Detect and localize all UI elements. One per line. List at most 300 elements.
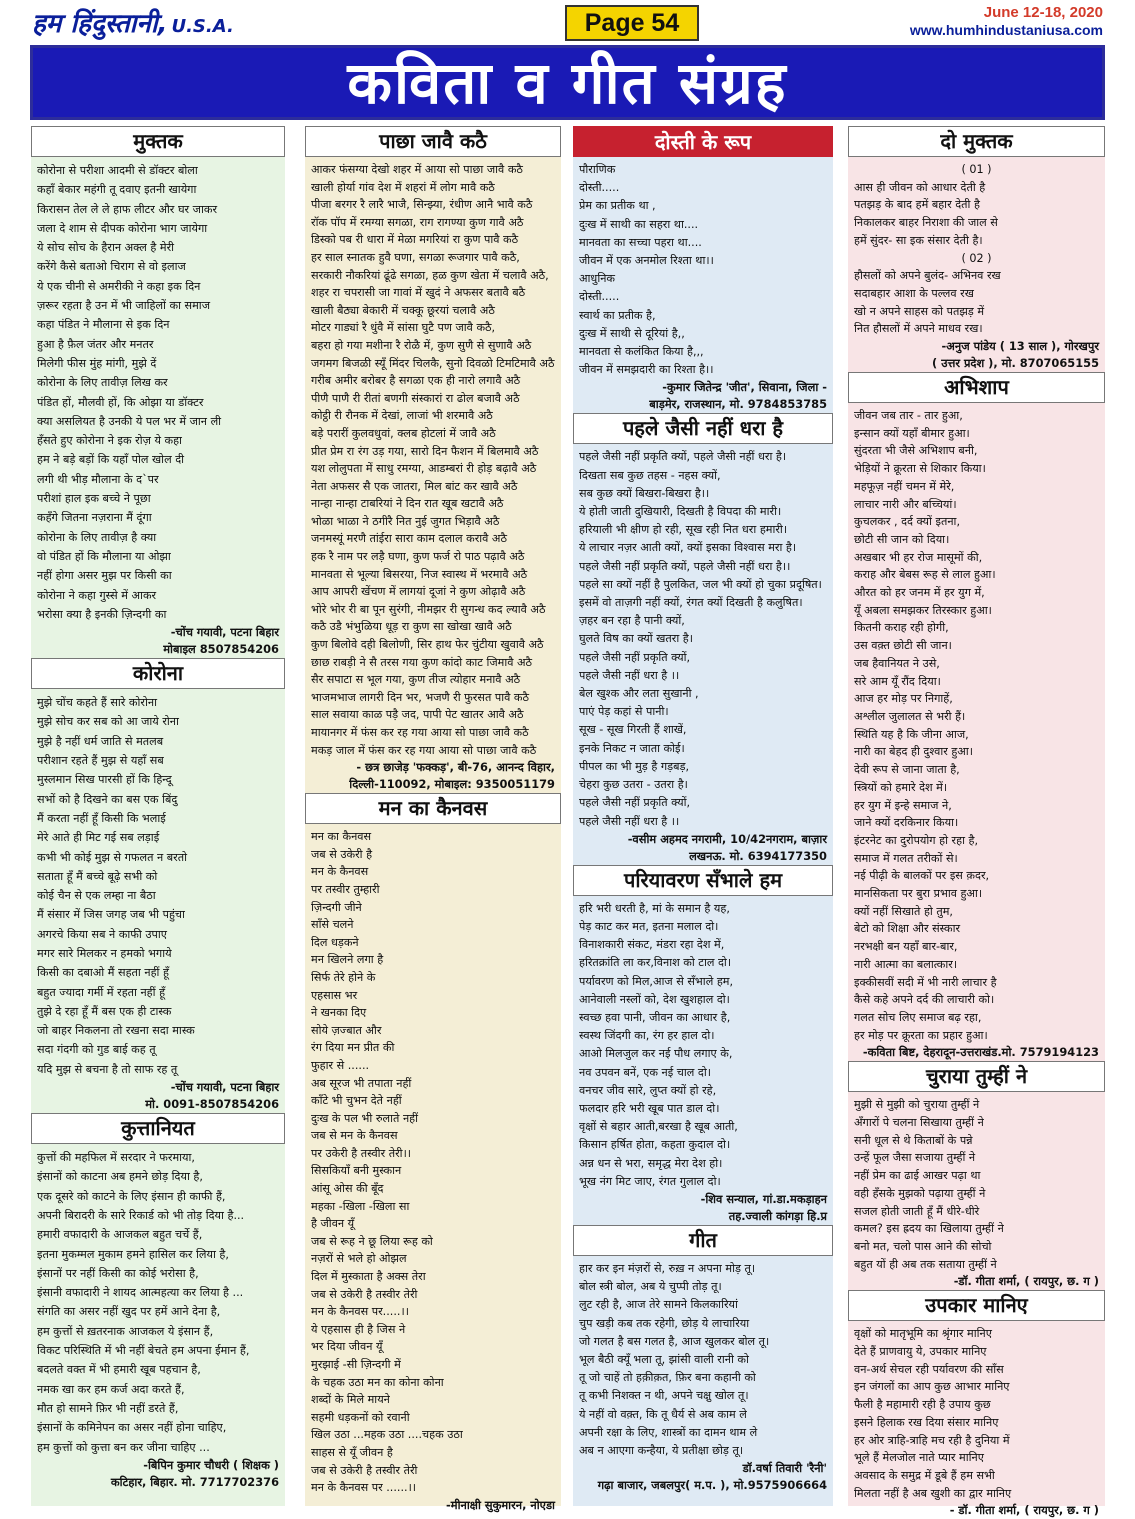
poem-line: चेहरा कुछ उतरा - उतरा है। [579, 778, 688, 792]
poem-line: सिसकियाँ बनी मुस्कान [311, 1164, 402, 1178]
poem-body [31, 693, 285, 1079]
poem-line: जो गलत है बस गलत है, आज खुलकर बोल तू। [579, 1334, 770, 1348]
poem-body [31, 1148, 285, 1457]
poem-line: पाएं पेड़ कहां से पानी। [579, 705, 669, 719]
poem-title: दोस्ती के रूप [573, 126, 833, 157]
poem-author-contact: ( उत्तर प्रदेश ), मो. 8707065155 [932, 356, 1099, 371]
poem-line: प्रीत प्रेम रा रंग उड़ गया, सारो दिन फैशन में बिलमावै अठै [311, 444, 539, 458]
poem-line: कुचलकर , दर्द क्यों इतना, [854, 515, 961, 529]
poem-line: मन के कैनवस पर ......।। [311, 1481, 417, 1495]
poem-author-contact: बाड़मेर, राजस्थान, मो. 9784853785 [649, 397, 827, 412]
poem-line: सदा गंदगी को गुड बाई कह तू [37, 1043, 156, 1057]
poem-line: भरोसा क्या है इनकी ज़िन्दगी का [37, 607, 167, 621]
poem-line: काँटे भी चुभन देते नहीं [311, 1094, 402, 1108]
poem-line: कराह और बेबस रूह से लाल हुआ। [854, 568, 996, 582]
poem-line: इन्सान क्यों यहाँ बीमार हुआ। [854, 426, 970, 440]
poem-author-contact: मो. 0091-8507854206 [145, 1097, 279, 1112]
poem-line: लाचार नारी और बच्चियां। [854, 497, 957, 511]
poem-line: किसान हर्षित होता, कहता कुदाल दो। [579, 1138, 731, 1152]
poem-line: पेड़ काट कर मत, इतना मलाल दो। [579, 919, 719, 933]
poem-title: परियावरण सँभाले हम [573, 865, 833, 896]
poem-line: सैर सपाटा स भूल गया, कुण तीज त्योहार मनावै अठै [311, 673, 521, 687]
poem-line: जब से उकेरी है [311, 847, 373, 861]
poem-line: मन के कैनवस पर.....।। [311, 1305, 409, 1319]
poem-line: मुझे सोच कर सब को आ जाये रोना [37, 715, 179, 729]
poem-author: - डॉ. गीता शर्मा, ( रायपुर, छ. ग ) [949, 1503, 1099, 1518]
poem-line: स्त्रियों को हमारे देश में। [854, 780, 948, 794]
section-banner [30, 45, 1105, 120]
poem-line: नज़रों से भले हो ओझल [311, 1252, 407, 1266]
poem-line: बड़े परारीं कुलवधुवां, क्लब होटलां में जावै अठै [311, 426, 496, 440]
poem-line: हर युग में इन्हे समाज ने, [854, 798, 952, 812]
poem-title: उपकार मानिए [848, 1290, 1105, 1321]
poem-line: सुंदरता भी जैसे अभिशाप बनी, [854, 444, 978, 458]
poem-line: वनचर जीव सारे, लुप्त क्यों हो रहे, [579, 1083, 717, 1097]
poem-line: हम ने बड़े बड़ों कि यहाँ पोल खोल दी [37, 453, 185, 467]
poem-line: हर मोड़ पर क्रूरता का प्रहार हुआ। [854, 1028, 988, 1042]
poem-line: जीवन जब तार - तार हुआ, [854, 409, 963, 423]
poem-title: मन का कैनवस [305, 793, 561, 824]
poem-line: परीशां हाल इक बच्चे ने पूछा [37, 492, 151, 506]
poem-line: पीणै पाणै री रीतां बणगी संस्कारां रा ढोल बजावै अठै [311, 391, 520, 405]
poem-line: पहले जैसी नहीं प्रकृति क्यों, पहले जैसी नहीं धरा है।। [579, 559, 791, 573]
poem-line: बहुत ज्यादा गर्मी में रहता नहीं हूँ [37, 985, 166, 999]
poem-line: मुरझाई -सी ज़िन्दगी में [311, 1358, 401, 1371]
poem-line: नमक खा कर हम कर्ज अदा करते हैं, [37, 1382, 185, 1396]
poem-line: नव उपवन बनें, एक नई चाल दो। [579, 1065, 711, 1079]
poem-line: वृक्षों को मातृभूमि का श्रृंगार मानिए [854, 1327, 992, 1341]
poem-line: पर उकेरी है तस्वीर तेरी।। [311, 1146, 412, 1160]
poem-line: पर्यावरण को मिल,आज से सँभाले हम, [579, 974, 734, 988]
poem-line: लुट रही है, आज तेरे सामने किलकारियां [579, 1298, 738, 1312]
poem-line: लगी थी भीड़ मौलाना के द`पर [37, 472, 159, 486]
poem-line: कोरोना से परीशा आदमी से डॉक्टर बोला [37, 164, 198, 177]
poem-title: पहले जैसी नहीं धरा है [573, 413, 833, 444]
poem-line: सभों को है दिखने का बस एक बिंदु [37, 792, 178, 806]
poem-line: अपनी बिरादरी के सारे रिकार्ड को भी तोड़ दिया है... [37, 1208, 245, 1222]
poem-author: -कुमार जितेन्द्र 'जीत', सिवाना, जिला - [662, 380, 827, 395]
masthead [0, 0, 1135, 42]
poem-line: वही हँसके मुझको पढ़ाया तुम्हीं ने [854, 1186, 986, 1200]
poem-line: क्यों नहीं सिखाते हो तुम, [854, 904, 953, 918]
poem-line: बहुत यों ही अब तक सताया तुम्हीं ने [854, 1257, 997, 1271]
poem-line: पहले जैसी नहीं प्रकृति क्यों, [579, 796, 691, 810]
poem-line: ज़हर बन रहा है पानी क्यों, [579, 614, 685, 628]
poem-line: स्वार्थ का प्रतीक है, [579, 308, 656, 322]
poem-line: दुःख के पल भी रुलाते नहीं [311, 1111, 419, 1125]
poem-line: चुप खड़ी कब तक रहेगी, छोड़ ये लाचारिया [579, 1316, 750, 1330]
poem-line: मोटर गाड्यां रै धुंवै में सांसा घुटै पण जावै कठै, [311, 321, 496, 335]
poem-line: मुझे चोंच कहते हैं सारे कोरोना [37, 696, 157, 710]
poem-line: जगमग बिजळी स्यूँ मिंदर चिलकै, सुनो दिवळो टिमटिमावै अठै [311, 356, 555, 370]
poem-line: आस ही जीवन को आधार देती है [854, 180, 986, 194]
poem-line: मिलेगी फीस मुंह मांगी, मुझे दें [37, 356, 157, 370]
poem-author-contact: दिल्ली-110092, मोबाइल: 9350051179 [349, 777, 555, 792]
poem-line: फलदार हरि भरी खूब पात डाल दो। [579, 1101, 720, 1115]
poem-line: है जीवन यूँ [311, 1217, 355, 1231]
poem-title: चुराया तुम्हीं ने [848, 1061, 1105, 1092]
poem-line: खाली होर्या गांव देश में शहरां में लोग मावै कठै [311, 180, 495, 194]
poem-line: कोरोना के लिए तावीज़ है क्या [37, 530, 157, 544]
poem-line: रॉक पॉप में रमग्या सगळा, राग रागण्या कुण गावै अठै [311, 215, 524, 229]
poem-line: दिल धड़कने [311, 935, 359, 949]
poem-line: कितनी कराह रही होगी, [854, 621, 949, 635]
poem-line: नेता अफसर सै एक जातरा, मिल बांट कर खावै अठै [311, 479, 518, 493]
poem-line: मन के कैनवस [311, 865, 369, 879]
poem-line: हमें सुंदर- सा इक संसार देती है। [854, 233, 983, 247]
poem-line: जला दे शाम से दीपक कोरोना भाग जायेगा [37, 221, 208, 235]
poem-author: -शिव सन्याल, गां.डा.मकड़ाहन [700, 1191, 827, 1206]
poem-line: वृक्षों से बहार आती,बरखा है खूब आती, [579, 1120, 738, 1134]
poem-line: भाजमभाज लागरी दिन भर, भजणै री फुरसत पावै कठै [311, 690, 529, 704]
poem-line: इतना मुकम्मल मुकाम हमने हासिल कर लिया है, [37, 1247, 229, 1261]
column-2 [305, 126, 561, 1512]
poem-line: बनो मत, चलो पास आने की सोचो [854, 1239, 992, 1253]
poem-author: -चोंच गयावी, पटना बिहार [170, 1080, 279, 1095]
poem-line: तुझे दे रहा हूँ मैं बस एक ही टास्क [37, 1004, 172, 1018]
poem-line: इंसानों को काटना अब हमने छोड़ दिया है, [37, 1170, 203, 1184]
poem-line: साल सवाया काळ पड़ै जद, पापी पेट खातर आवै अठै [311, 708, 524, 722]
poem-line: इंसानों पर नहीं किसी का कोई भरोसा है, [37, 1266, 199, 1280]
poem-title: पाछा जावै कठै [305, 126, 561, 157]
poem-line: करेंगे कैसे बताओ चिराग से वो इलाज [37, 260, 186, 274]
poem-line: दोस्ती..... [579, 290, 620, 304]
section-title: कविता व गीत संग्रह [347, 49, 788, 117]
poem-line: ने खनका दिए [311, 1006, 367, 1020]
poem-author: -कविता बिष्ट, देहरादून-उत्तराखंड.मो. 7579194123 [862, 1045, 1099, 1060]
poem-line: इक्कीसवीं सदी में भी नारी लाचार है [854, 975, 997, 989]
poem-line: हम कुत्तों को कुत्ता बन कर जीना चाहिए ... [37, 1440, 210, 1454]
poem-line: कठै उडै भंभुळिया धूड़ रा कुण सा खोखा खावै अठै [311, 620, 512, 634]
poem-line: नारी का बेहद ही दुश्वार हुआ। [854, 745, 973, 759]
poem-line: यूँ अबला समझकर तिरस्कार हुआ। [854, 603, 992, 617]
poem-line: इंसानों के कमिनेपन का असर नहीं होना चाहिए, [37, 1421, 227, 1435]
poem-line: ये होती जाती दुखियारी, दिखती है विपदा की मारी। [579, 505, 782, 519]
poem-line: परीशान रहते हैं मुझ से यहाँ सब [37, 754, 164, 768]
poem-line: उस वक़्त छोटी सी जान। [854, 639, 952, 653]
poem-body [573, 448, 833, 830]
poem-line: भर दिया जीवन यूँ [311, 1340, 383, 1354]
poem-line: सदाबहार आशा के पल्लव रख [854, 286, 974, 300]
poem-line: कैसे कहे अपने दर्द की लाचारी को। [854, 993, 995, 1007]
poem-title: अभिशाप [848, 372, 1105, 403]
poem-line: बदलते वक्त में भी हमारी खूब पहचान है, [37, 1363, 201, 1377]
poem-line: भूख नंग मिट जाए, रंगत गुलाल दो। [579, 1174, 721, 1188]
column-3 [573, 126, 833, 1506]
poem-line: मुस्लमान सिख पारसी हों कि हिन्दू [37, 773, 172, 787]
poem-line: ये नहीं वो वक़्त, कि तू धैर्य से अब काम ले [579, 1407, 747, 1421]
poem-line: हौसलों को अपने बुलंद- अभिनव रख [854, 269, 1001, 283]
poem-line: मकड़ जाल में फंस कर रह गया आया सो पाछा जावै कठै [311, 743, 537, 757]
poem-line: पीपल का भी मुड़ है गड़बड़, [579, 759, 690, 773]
poem-line: महफूज़ नहीं चमन में मेरे, [854, 479, 955, 493]
poem-line: सूख - सूख गिरती हैं शाखें, [579, 723, 687, 737]
poem-line: नारी आत्मा का बलात्कार। [854, 957, 958, 971]
poem-line: पहले जैसी नहीं प्रकृति क्यों, पहले जैसी नहीं धरा है। [579, 450, 787, 464]
poem-line: जीवन में समझदारी का रिश्ता है।। [579, 363, 714, 377]
poem-line: नहीं प्रेम का ढाई आखर पढ़ा था [854, 1169, 981, 1183]
poem-line: इसने हिलाक रख दिया संसार मानिए [854, 1415, 999, 1429]
poem-line: कभी भी कोई मुझ से गफलत न बरतो [37, 850, 188, 864]
poem-line: अँगारों पे चलना सिखाया तुम्हीं ने [854, 1116, 984, 1130]
poem-line: मैं करता नहीं हूँ किसी कि भलाई [37, 811, 166, 825]
poem-line: यदि मुझ से बचना है तो साफ रह तू [37, 1062, 178, 1076]
poem-body [848, 407, 1105, 1044]
poem-line: किसी का दबाओ मैं सहता नहीं हूँ [37, 966, 169, 980]
poem-line: स्वस्थ जिंदगी का, रंग हर हाल दो। [579, 1029, 715, 1043]
poem-line: विकट परिस्थिति में भी नहीं बेचते हम अपना ईमान हैं, [37, 1344, 250, 1358]
poem-line: आप आपरी खेंचण में लागयां दूजां ने कुण ओढ़ावै अठै [311, 585, 526, 599]
poem-line: छाछ राबड़ी ने सै तरस गया कुण कांदो काट जिमावै अठै [311, 655, 533, 669]
poem-line: ये एक चीनी से अमरीकी ने कहा इक दिन [37, 279, 201, 293]
poem-line: मुझी से मुझी को चुराया तुम्हीं ने [854, 1098, 980, 1112]
poem-author-contact: लखनऊ. मो. 6394177350 [689, 848, 827, 863]
poem-author: -चोंच गयावी, पटना बिहार [170, 625, 279, 640]
poem-line: मगर सारे मिलकर न हमको भगाये [37, 946, 172, 960]
poem-body [573, 900, 833, 1191]
poem-line: प्रेम का प्रतीक था , [579, 199, 656, 213]
poem-line: मानसिकता पर बुरा प्रभाव हुआ। [854, 887, 983, 901]
poem-line: एहसास भर [311, 988, 358, 1002]
poem-line: भोळा भाळा ने ठगीरै नित नुई जुगत भिड़ावै अठै [311, 514, 500, 528]
poem-line: आंसू ओस की बूँद [311, 1182, 384, 1196]
poem-author-contact: गढ़ा बाजार, जबलपुर( म.प. ), मो.9575906664 [597, 1478, 827, 1493]
poem-line: मानवता से कलंकित किया है,,, [579, 345, 704, 359]
poem-line: मायानगर में फंस कर रह गया आया सो पाछा जावै कठै [311, 726, 529, 739]
poem-line: बेल खुश्क और लता सुखानी , [579, 687, 699, 701]
poem-line: देते हैं प्राणवायु ये, उपकार मानिए [854, 1345, 987, 1359]
poem-body [305, 161, 561, 759]
poem-line: पहले सा क्यों नहीं है पुलकित, जल भी क्यों हो चुका प्रदूषित। [579, 577, 822, 591]
poem-line: गरीब अमीर बरोबर है सगळा एक ही नारो लगावै अठै [311, 374, 521, 388]
poem-line: संगति का असर नहीं खुद पर हमें आने देना है, [37, 1305, 221, 1319]
poem-body [573, 161, 833, 379]
poem-line: जब से रूह ने छू लिया रूह को [311, 1234, 433, 1248]
poem-line: रंग दिया मन प्रीत की [311, 1041, 395, 1055]
poem-line: कुण बिलोवे दही बिलोणी, सिर हाथ फेर चुंटीया खुवावै अठै [311, 638, 544, 652]
poem-line: घुलते विष का क्यों खतरा है। [579, 632, 693, 646]
poem-author: -अनुज पांडेय ( 13 साल ), गोरखपुर [941, 339, 1099, 354]
poem-title: कोरोना [31, 658, 285, 689]
poem-line: दोस्ती..... [579, 181, 620, 195]
poem-line: हम कुत्तों से ख़तरनाक आजकल ये इंसान हैं, [37, 1324, 214, 1338]
poem-line: औरत को हर जनम में हर युग में, [854, 586, 985, 600]
poem-line: हरितक्रांति ला कर,विनाश को टाल दो। [579, 956, 732, 970]
poem-line: सिर्फ तेरे होने के [311, 970, 376, 984]
poem-line: हरि भरी धरती है, मां के समान है यह, [579, 901, 730, 915]
publication-logo: हम हिंदुस्तानी, U.S.A. [32, 9, 234, 39]
poem-line: मिलता नहीं है अब खुशी का द्वार मानिए [854, 1486, 1012, 1500]
poem-line: नित हौसलों में अपने माधव रख। [854, 322, 983, 336]
poem-body [848, 267, 1105, 338]
poem-line: आनेवाली नस्लों को, देश खुशहाल दो। [579, 992, 730, 1006]
poem-body [848, 179, 1105, 250]
poem-line: बेटो को शिक्षा और संस्कार [854, 922, 961, 936]
poem-line: अखबार भी हर रोज मासूमों की, [854, 550, 983, 564]
poem-line: इसमें वो ताज़गी नहीं क्यों, रंगत क्यों दिखती है कलुषित। [579, 596, 803, 610]
website-url: www.humhindustaniusa.com [909, 22, 1103, 38]
poem-line: देवी रूप से जाना जाता है, [854, 763, 960, 777]
poem-line: डिस्को पब री धारा में मेळा मगरियां रा कुण पावै कठै [311, 233, 519, 247]
poem-line: कोरोना के लिए तावीज़ लिख कर [37, 376, 168, 390]
poem-body [305, 828, 561, 1497]
poem-line: बोल स्त्री बोल, अब ये चुप्पी तोड़ तू। [579, 1280, 722, 1294]
poem-line: मानवता का सच्चा पहरा था.... [579, 235, 702, 249]
poem-line: दुःख में साथी का सहरा था.... [579, 217, 699, 231]
poem-line: खो न अपने साहस को पतझड़ में [854, 304, 985, 318]
page-number: Page 54 [565, 5, 699, 41]
poem-line: सहमी धड़कनों को रवानी [311, 1410, 410, 1424]
poem-line: महका -खिला -खिला सा [311, 1199, 410, 1213]
poem-line: मेरे आते ही मिट गई सब लड़ाई [37, 831, 160, 845]
poem-line: छोटी सी जान को दिया। [854, 532, 950, 546]
poem-line: मैं संसार में जिस जगह जब भी पहुंचा [37, 908, 185, 922]
poem-line: अवसाद के समुद्र में डूबे हैं हम सभी [854, 1469, 995, 1482]
poem-line: अगरचे किया सब ने काफी उपाए [37, 927, 167, 941]
poem-line: भोरे भोर री बा पून सुरंगी, नीमझर री सुगन्ध कद ल्यावै अठै [311, 602, 546, 616]
poem-line: स्वच्छ हवा पानी, जीवन का आधार है, [579, 1010, 731, 1024]
poem-line: हुआ है फ़ैल जंतर और मनतर [37, 337, 154, 351]
poem-line: बहरा हो गया मशीना रै रोळै में, कुण सुणै से सुणावै अठै [311, 338, 532, 352]
poem-line: भूले हैं मेलजोल नाते प्यार मानिए [854, 1451, 984, 1465]
poem-title: दो मुक्तक [848, 126, 1105, 157]
poem-line: जो बाहर निकलना तो रखना सदा मास्क [37, 1024, 195, 1038]
poem-line: इनके निकट न जाता कोई। [579, 741, 685, 755]
poem-line: जब से उकेरी है तस्वीर तेरी [311, 1463, 418, 1477]
poem-line: कुत्तों की महफिल में सरदार ने फरमाया, [37, 1151, 195, 1165]
poem-line: साहस से यूँ जीवन है [311, 1445, 393, 1459]
poem-author-contact: कटिहार, बिहार. मो. 7717702376 [110, 1474, 279, 1489]
poem-line: दिल में मुस्काता है अक्स तेरा [311, 1270, 426, 1284]
poem-line: ये सोच सोच के हैरान अक्ल है मेरी [37, 241, 175, 255]
poem-line: पहले जैसी नहीं धरा है ।। [579, 668, 680, 682]
poem-line: पीजा बरगर रै लारै भाजै, सिन्झ्या, रंधीण आनै भावै कठै [311, 198, 533, 212]
poem-line: वो पंडित हों कि मौलाना या ओझा [37, 549, 171, 563]
poem-line: उन्हें फूल जैसा सजाया तुम्हीं ने [854, 1151, 976, 1165]
poem-author: -डॉ. गीता शर्मा, ( रायपुर, छ. ग ) [953, 1274, 1099, 1289]
poem-line: सताता हूँ मैं बच्चे बूढ़े सभी को [37, 869, 158, 883]
poem-line: खाली बैठ्या बेकारी में चक्कू छूरयां चलावै अठै [311, 303, 495, 317]
poem-line: आओ मिलजुल कर नई पौध लगाए के, [579, 1047, 733, 1061]
poem-body [573, 1260, 833, 1460]
poem-line: जीवन में एक अनमोल रिश्ता था।। [579, 254, 714, 268]
poem-body [848, 1096, 1105, 1273]
poem-line: आकर फंसग्या देखो शहर में आया सो पाछा जावै कठै [311, 163, 523, 176]
poem-line: जाने क्यों दरकिनार किया। [854, 816, 959, 830]
poem-line: अब न आएगा कन्हैया, ये प्रतीक्षा छोड़ तू। [579, 1443, 744, 1457]
poem-line: अपनी रक्षा के लिए, शास्त्रों का दामन थाम ले [579, 1425, 758, 1439]
poem-line: फैली है महामारी रही है उपाय कुछ [854, 1398, 991, 1412]
poem-line: शहर रा चपरासी जा गावां में खुदं ने अफसर बतावै बठै [311, 286, 526, 300]
poem-line: तू कभी निशक्त न थी, अपने चक्षु खोल तू। [579, 1389, 749, 1403]
poem-line: जब हैवानियत ने उसे, [854, 656, 940, 670]
poem-line: जनमस्यूं मरणै तांईरा सारा काम दलाल करावै अठै [311, 532, 507, 546]
poem-line: सोये ज़ज्बात और [311, 1023, 382, 1037]
poem-line: के चहक उठा मन का कोना कोना [311, 1375, 444, 1389]
poem-line: मन का कैनवस [311, 830, 372, 844]
poem-title: कुत्तानियत [31, 1113, 285, 1144]
poem-line: सब कुछ क्यों बिखरा-बिखरा है।। [579, 486, 710, 500]
poem-line: दिखता सब कुछ तहस - नहस क्यों, [579, 468, 721, 482]
issue-date: June 12-18, 2020 [983, 4, 1103, 21]
poem-line: नहीं होगा असर मुझ पर किसी का [37, 569, 172, 583]
poem-line: जब से उकेरी है तस्वीर तेरी [311, 1287, 418, 1301]
poem-line: कोरोना ने कहा गुस्से में आकर [37, 588, 157, 602]
poem-line: हँसते हुए कोरोना ने इक रोज़ ये कहा [37, 434, 182, 448]
poem-line: क्या असलियत है उनकी ये पल भर में जान ली [37, 414, 222, 428]
poem-line: हर साल स्नातक हुवै घणा, सगळा रूजगार पावै कठै, [311, 250, 520, 264]
poem-author: -बिपिन कुमार चौधरी ( शिक्षक ) [143, 1457, 279, 1472]
poem-line: कमल? इस ह्रदय का खिलाया तुम्हीं ने [854, 1222, 1004, 1236]
poem-line: आज हर मोड़ पर निगाहें, [854, 692, 953, 706]
poem-line: सरकारी नौकरियां ढूंढे सगळा, हळ कुण खेता में चलावै अठै, [311, 268, 549, 282]
poem-line: कोई चैन से एक लम्हा ना बैठा [37, 889, 156, 903]
poem-line: मानवता से भूल्या बिसरया, निज स्वास्थ में भरमावै अठै [311, 567, 528, 581]
poem-line: पहले जैसी नहीं धरा है ।। [579, 814, 680, 828]
poem-line: सरे आम यूँ रौंद दिया। [854, 674, 941, 688]
poem-line: हार कर इन मंज़रों से, रुख़ न अपना मोड़ तू। [579, 1261, 756, 1275]
poem-line: इंसानी वफादारी ने शायद आत्महत्या कर लिया है ... [37, 1286, 244, 1300]
poem-line: पतझड़ के बाद हमें बहार देती है [854, 198, 980, 212]
poem-line: वन-अर्थ सेचल रही पर्यावरण की साँस [854, 1362, 1004, 1376]
poem-line: यश लोलुपता में साधु रमग्या, आडम्बरां री होड़ बढ़ावै अठै [311, 462, 537, 476]
poem-line: साँसे चलने [311, 918, 354, 932]
poem-line: मुझे है नहीं धर्म जाति से मतलब [37, 734, 164, 748]
poem-line: पंडित हों, मौलवी हों, कि ओझा या डॉक्टर [37, 395, 204, 409]
poem-line: एक दूसरे को काटने के लिए इंसान ही काफी हैं, [37, 1189, 226, 1203]
poem-line: हर ओर त्राहि-त्राहि मच रही है दुनिया में [854, 1433, 1010, 1447]
poem-line: मौत हो सामने फ़िर भी नहीं डरते हैं, [37, 1401, 179, 1415]
poem-line: भेड़ियों ने क्रूरता से शिकार किया। [854, 462, 986, 476]
poem-line: हक रै नाम पर लड़ै घणा, कुण फर्ज रो पाठ पढ़ावै अठै [311, 550, 525, 564]
poem-line: नई पीढ़ी के बालकों पर इस क़दर, [854, 869, 990, 883]
poem-line: ये लाचार नज़र आती क्यों, क्यों इसका विश्वास मरा है। [579, 541, 797, 555]
poem-line: फुहार से ...... [311, 1058, 370, 1072]
poem-line: ये एहसास ही है जिस ने [311, 1322, 406, 1336]
poem-line: विनाशकारी संकट, मंडरा रहा देश में, [579, 938, 725, 952]
poem-author: - छत्र छाजेड़ 'फक्कड़', बी-76, आनन्द विहार, [356, 760, 555, 775]
poem-title: गीत [573, 1225, 833, 1256]
poem-line: किरासन तेल ले ले हाफ लीटर और घर जाकर [37, 202, 218, 216]
poem-line: अन्न धन से भरा, समृद्ध मेरा देश हो। [579, 1156, 723, 1170]
stanza-number: ( 01 ) [961, 163, 992, 176]
poem-line: नान्हा नान्हा टाबरियां ने दिन रात खूब खटावै अठै [311, 497, 504, 511]
poem-line: पौराणिक [579, 163, 616, 176]
poem-line: इन जंगलों का आप कुछ आभार मानिए [854, 1380, 1010, 1394]
poem-line: भूल बैठी क्यूँ भला तू, झांसी वाली रानी को [579, 1352, 749, 1366]
poem-line: अश्लील जुलालत से भरी हैं। [854, 709, 966, 723]
poem-line: हमारी वफादारी के आजकल बहुत चर्चे हैं, [37, 1228, 203, 1242]
poem-line: शब्दों के मिले मायने [311, 1393, 390, 1407]
poem-line: खिल उठा ...महक उठा ....चहक उठा [311, 1428, 463, 1442]
poem-line: स्थिति यह है कि जीना आज, [854, 727, 969, 741]
poem-line: नरभक्षी बन यहाँ बार-बार, [854, 940, 958, 954]
poem-line: पहले जैसी नहीं प्रकृति क्यों, [579, 650, 691, 664]
poem-line: ज़रूर रहता है उन में भी जाहिलों का समाज [37, 299, 211, 313]
poem-author: -मीनाक्षी सुकुमारन, नोएडा [446, 1497, 555, 1512]
poem-line: गलत सोच लिए समाज बढ़ रहा, [854, 1010, 982, 1024]
poem-author-contact: मोबाइल 8507854206 [163, 642, 279, 657]
poem-line: कहाँ बेकार महंगी तू दवाए इतनी खायेगा [37, 183, 197, 197]
poem-body [31, 161, 285, 624]
poem-line: दुःख में साथी से दूरियां है,, [579, 326, 685, 340]
poem-line: मन खिलने लगा है [311, 953, 384, 967]
poem-line: आधुनिक [579, 272, 616, 286]
poem-line: जब से मन के कैनवस [311, 1129, 398, 1143]
poem-title: मुक्तक [31, 126, 285, 157]
poem-line: अब सूरज भी तपाता नहीं [311, 1076, 412, 1090]
poem-line: सजल होती जाती हूँ मैं धीरे-धीरे [854, 1204, 980, 1218]
